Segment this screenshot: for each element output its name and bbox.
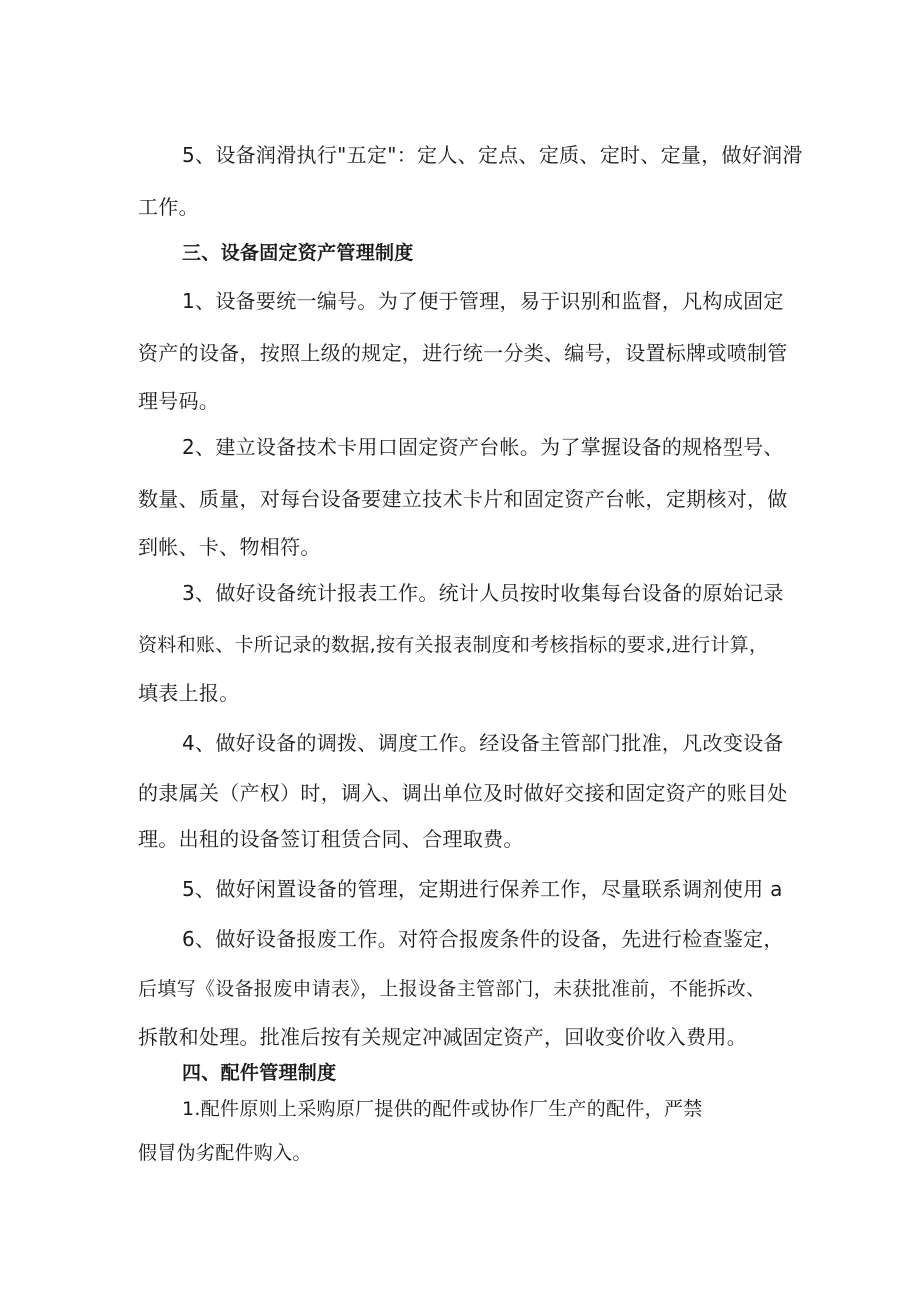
- paragraph-line: 5、做好闲置设备的管理，定期进行保养工作，尽量联系调剂使用 a: [182, 877, 783, 901]
- paragraph-line: 6、做好设备报废工作。对符合报废条件的设备，先进行检查鉴定，: [182, 927, 784, 951]
- section-heading-4: 四、配件管理制度: [182, 1062, 337, 1084]
- paragraph-line: 后填写《设备报废申请表》，上报设备主管部门，未获批准前，不能拆改、: [138, 978, 766, 1000]
- paragraph-line: 填表上报。: [138, 681, 240, 705]
- paragraph-line: 理号码。: [138, 389, 220, 413]
- paragraph-line: 数量、质量，对每台设备要建立技术卡片和固定资产台帐，定期核对，做: [138, 487, 788, 511]
- paragraph-line: 3、做好设备统计报表工作。统计人员按时收集每台设备的原始记录: [182, 581, 784, 605]
- paragraph-line: 到帐、卡、物相符。: [138, 535, 321, 559]
- paragraph-line: 4、做好设备的调拨、调度工作。经设备主管部门批准，凡改变设备: [182, 731, 784, 755]
- paragraph-line: 5、设备润滑执行"五定"：定人、定点、定质、定时、定量，做好润滑: [182, 143, 803, 167]
- paragraph-line: 理。出租的设备签订租赁合同、合理取费。: [138, 827, 524, 851]
- paragraph-line: 资料和账、卡所记录的数据,按有关报表制度和考核指标的要求,进行计算，: [138, 634, 769, 656]
- paragraph-line: 的隶属关（产权）时，调入、调出单位及时做好交接和固定资产的账目处: [138, 781, 788, 805]
- section-heading-3: 三、设备固定资产管理制度: [182, 242, 414, 264]
- paragraph-line: 1.配件原则上采购原厂提供的配件或协作厂生产的配件，严禁: [182, 1098, 703, 1120]
- paragraph-line: 资产的设备，按照上级的规定，进行统一分类、编号，设置标牌或喷制管: [138, 341, 788, 365]
- paragraph-line: 假冒伪劣配件购入。: [138, 1142, 312, 1164]
- paragraph-line: 工作。: [138, 195, 199, 219]
- paragraph-line: 拆散和处理。批准后按有关规定冲减固定资产，回收变价收入费用。: [138, 1025, 747, 1049]
- paragraph-line: 1、设备要统一编号。为了便于管理，易于识别和监督，凡构成固定: [182, 289, 784, 313]
- paragraph-line: 2、建立设备技术卡用口固定资产台帐。为了掌握设备的规格型号、: [182, 435, 784, 459]
